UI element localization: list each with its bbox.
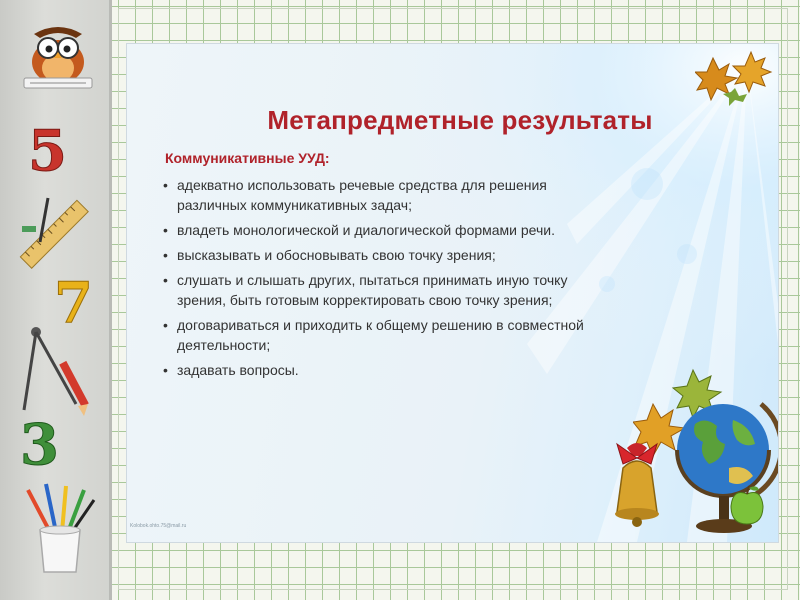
section-heading: Коммуникативные УУД: (165, 150, 330, 166)
number-5-decor (24, 120, 74, 180)
compass-icon (14, 320, 104, 420)
bell-icon (597, 434, 677, 534)
bullet-list (161, 175, 591, 385)
svg-text:7: 7 (54, 270, 93, 330)
list-item: • договариваться и приходить к общему решению в совместной деятельности; (161, 315, 591, 355)
apple-icon (727, 484, 767, 528)
list-item: • задавать вопросы. (161, 360, 591, 380)
list-item: • адекватно использовать речевые средства для решения различных коммуникативных задач; (161, 175, 591, 215)
svg-text:5: 5 (28, 120, 67, 180)
list-item: • высказывать и обосновывать свою точку зрения; (161, 245, 591, 265)
ruler-icon (10, 190, 100, 280)
pencil-cup-icon (20, 482, 100, 574)
number-3-decor (18, 410, 68, 474)
owl-icon (16, 18, 100, 92)
list-item: • владеть монологической и диалогической формами речи. (161, 220, 591, 240)
slide-title: Метапредметные результаты (267, 105, 653, 136)
list-item: • слушать и слышать других, пытаться принимать иную точку зрения, быть готовым корректировать свою точку зрения; (161, 270, 591, 310)
svg-text:3: 3 (20, 412, 59, 474)
maple-leaf-icon (695, 48, 775, 108)
left-decor-strip (0, 0, 112, 600)
slide-panel (127, 44, 778, 542)
footer-watermark: Kolobok.ohto.75@mail.ru (130, 523, 187, 529)
